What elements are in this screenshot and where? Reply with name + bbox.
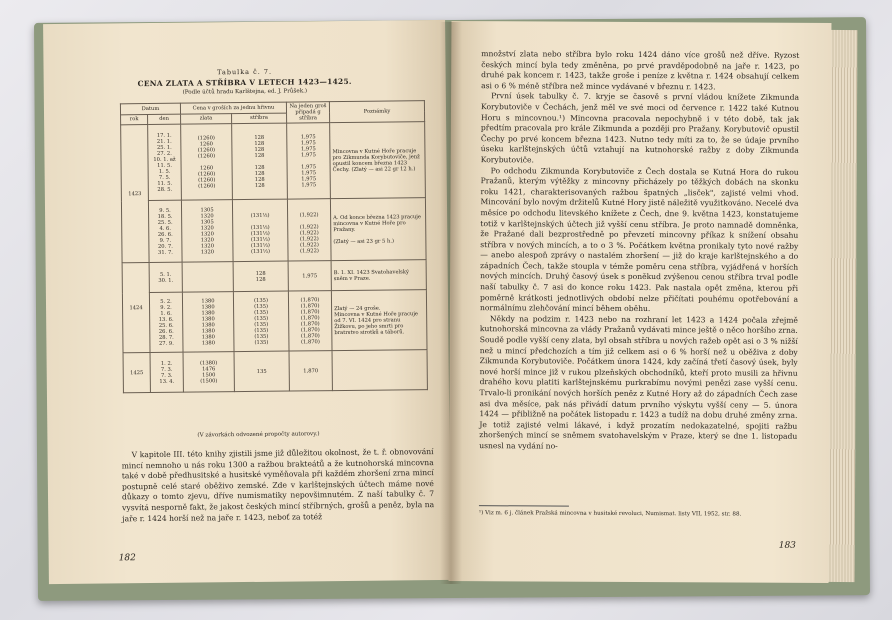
table-row <box>123 350 427 393</box>
table-row <box>121 122 426 201</box>
day-cell: 5. 1. 30. 1. <box>149 262 182 292</box>
gold-cell: 1305 1320 1305 1320 1320 1320 1320 1320 <box>181 200 233 263</box>
table-title: CENA ZLATA A STŘÍBRA V LETECH 1423—1425. <box>137 76 352 89</box>
header-na-jeden: Na jeden groš připadá g stříbra <box>286 102 329 123</box>
body-text <box>122 447 435 524</box>
silver-cell: 128 128 <box>233 261 288 292</box>
header-datum: Datum <box>120 103 180 114</box>
year-cell: 1425 <box>123 353 150 393</box>
gold-cell <box>182 262 233 293</box>
header-rok: rok <box>121 114 148 125</box>
table-subtitle: (Podle účtů hradu Karlštejna, ed. J. Průšek.) <box>182 88 308 96</box>
note-cell <box>332 350 427 391</box>
day-cell: 1. 2. 7. 3. 7. 3. 13. 4. <box>150 352 183 392</box>
page-number: 183 <box>778 540 796 551</box>
table-row <box>122 260 426 293</box>
paragraph: Po odchodu Zikmunda Korybutoviče z Čech dostala se Kutná Hora do rukou Pražanů, kterým výtěžky z mincovny přicházely po těžkých dobách na skonku roku 1421, charakterisovaných ražbou špatných „lisček", zajisté velmi vhod. Mincování bylo novým držitelů Kutné Hory jistě náležitě využitkováno. Necelé dva měsíce po odchodu litevského knížete z Čech, dne 9. května 1423, konstatujeme totiž v karlštejnských účtech již vyšší cenu stříbra. Je proto namnadě domněnka, že Pražané dali bezprostředně po převzetí mincovny příkaz k snížení obsahu stříbra v nových mincích, a to o 3 %. Počátkem května pronikaly tyto nové ražby — anebo alespoň zprávy o nastalém zhoršení — již do kraje karlštejnského a do západních Čech, takže stoupla v témže poměru cena stříbra, vyjádřená v horších nových mincích. Druhý časový úsek s poněkud zvýšenou cenou stříbra trval podle naší tabulky č. 7 asi do konce roku 1423. Pak nastala opět změna, kterou při poměrně krátkosti jednotlivých období nelze přičítati pouhému opotřebování a normálnímu zlehčování mincí během oběhu. <box>479 165 799 314</box>
silver-cell: 128 128 128 128 128 128 128 128 <box>232 123 288 200</box>
header-stribra: stříbra <box>232 113 287 124</box>
silver-cell: (131⅓) (131⅓) (131⅓) (131⅓) (131⅓) (131⅓) <box>232 199 288 262</box>
grams-cell: (1,922) (1,922) (1,922) (1,922) (1,922) (1,922) <box>287 199 331 261</box>
book-gutter <box>440 22 462 584</box>
grams-cell: 1,975 1,975 1,975 1,975 1,975 1,975 1,975 1,975 <box>287 123 331 199</box>
footnote: ¹) Viz m. 6 j. článek Pražská mincovna v husitské revoluci, Numismat. listy VII, 1952, str. 88. <box>478 510 742 518</box>
gold-cell: (1260) 1260 (1260) (1260) 1260 (1260) (1260) (1260) <box>181 124 233 201</box>
paragraph: První úsek tabulky č. 7. kryje se časově s první vládou knížete Zikmunda Korybutoviče v Čechách, jenž měl ve své moci od července r. 1422 také Kutnou Horu s mincovnou.¹) Mincovna pracovala nepochybně i v této době, tak jak předtím pracovala pro krále Zikmunda a později pro Pražany. Korybutovič opustil Čechy po prvé koncem března 1423. Nutno tedy míti za to, že se údaje prvního úseku karlštejnských účtů vztahují na kutnohorské ražby z doby Zikmunda Korybutoviče. <box>480 91 800 165</box>
day-cell: 17. 1. 21. 1. 25. 1. 27. 2. 10. 1. až 11. 5. 1. 5. 7. 5. 11. 5. 28. 5. <box>148 124 182 200</box>
note-cell: A. Od konce března 1423 pracuje mincovna v Kutné Hoře pro Pražany. (Zlatý — asi 23 gr 5 h.) <box>330 198 426 261</box>
right-page <box>449 21 832 583</box>
header-poznamky: Poznámky <box>329 101 424 123</box>
note-cell: B. 1. XI. 1423 Svatohavelský sněm v Praze. <box>331 260 426 291</box>
silver-cell: 135 <box>234 351 289 392</box>
header-zlata: zlata <box>181 113 232 124</box>
page-number: 182 <box>118 553 136 564</box>
left-page <box>43 20 451 584</box>
grams-cell: 1,870 <box>289 351 332 391</box>
table-row <box>121 198 426 263</box>
day-cell: 5. 2. 9. 2. 1. 6. 13. 6. 25. 6. 26. 6. 28. 7. 27. 9. <box>149 292 183 352</box>
year-cell: 1423 <box>121 125 149 263</box>
paragraph: V kapitole III. této knihy zjistili jsme již důležitou okolnost, že t. ř. obnovování mincí nemnoho u nás roku 1300 a ražbou brakteátů a že kutnohorská mincovna také v době předhusitské a husitské vyměňovala při každém zhoršení zrna mincí postupně celé staré oběživo zemské. Zde v karlštejnských účtech máme nové důkazy o tomto zjevu, dříve numismatiky nepovšimnutém. Z naší tabulky č. 7 vysvítá nesporně fakt, že jakost českých mincí stříbrných, grošů a peněz, byla na jaře r. 1424 horší než na jaře r. 1423, neboť za totéž <box>121 447 435 523</box>
table-note: (V závorkách odvozené propočty autorovy.) <box>197 431 320 439</box>
table-caption: Tabulka č. 7. <box>217 67 273 77</box>
paragraph: Někdy na podzim r. 1423 nebo na rozhraní let 1423 a 1424 počala zřejmě kutnohorská mincovna za vlády Pražanů vydávati mince ještě o něco horšího zrna. Soudě podle vyšší ceny zlata, byl obsah stříbra u nových ražeb opět asi o 3 % nižší než u mincí předchozích a tím již celkem asi o 6 % horší než u oběživa z doby Zikmunda Korybutoviče. Počátkem února 1424, kdy začíná třetí časový úsek, byly nové horší mince již v rukou plzeňských obchodníků, kteří proto musili za hřivnu drahého kovu platiti karlštejnskému purkrabímu novými penězi zase vyšší cenu. Trvalo-li pronikání nových horších peněz z Kutné Hory až do západních Čech zase asi dva měsíce, pak nás přivádí datum prvního výskytu vyšší ceny — 5. února 1424 — přibližně na počátek listopadu r. 1423 a tudíž na dobu druhé změny zrna. Je totiž zajisté velmi lákavé, i když prozatím nedokazatelné, spojiti ražbu zhoršených mincí se sněmem svatohavelským v Praze, který se dne 1. listopadu usnesl na vydání no- <box>479 314 798 451</box>
silver-cell: (135) (135) (135) (135) (135) (135) (135) (135) <box>233 291 289 352</box>
grams-cell: (1,870) (1,870) (1,870) (1,870) (1,870) (1,870) (1,870) (1,870) <box>288 291 332 351</box>
price-table <box>120 100 428 393</box>
paragraph: množství zlata nebo stříbra bylo roku 1424 dáno více grošů než dříve. Ryzost českých mincí byla tedy změněna, po prvé pravděpodobně na jaře r. 1423, po druhé pak koncem r. 1423, takže groše i peníze z května r. 1424 obsahují celkem asi o 6 % méně stříbra než mince vydávané v březnu r. 1423. <box>481 49 800 92</box>
gold-cell: 1380 1380 1380 1380 1380 1380 1380 1380 <box>182 292 234 353</box>
grams-cell: 1,975 <box>288 261 331 291</box>
body-text <box>479 49 799 453</box>
gold-cell: (1380) 1476 1500 (1500) <box>183 352 234 393</box>
header-den: den <box>148 114 181 125</box>
note-cell: Zlatý — 24 groše. Mincovna v Kutné Hoře pracuje od 7. VI. 1424 pro stranu Žižkovu, po jeho smrti pro bratrstvo sirotků a táborů. <box>331 290 427 351</box>
header-cena: Cena v groších za jednu hřivnu <box>180 102 286 114</box>
footnote-rule <box>479 505 569 506</box>
year-cell: 1424 <box>122 263 150 353</box>
day-cell: 9. 5. 18. 5. 25. 5. 4. 6. 26. 6. 9. 7. 20. 7. 31. 7. <box>148 200 182 262</box>
note-cell: Mincovna v Kutné Hoře pracuje pro Zikmunda Korybutoviče, jenž opustil koncem března 1423 Čechy. (Zlatý — asi 22 gr 12 h.) <box>330 122 426 199</box>
table-row <box>122 290 427 353</box>
